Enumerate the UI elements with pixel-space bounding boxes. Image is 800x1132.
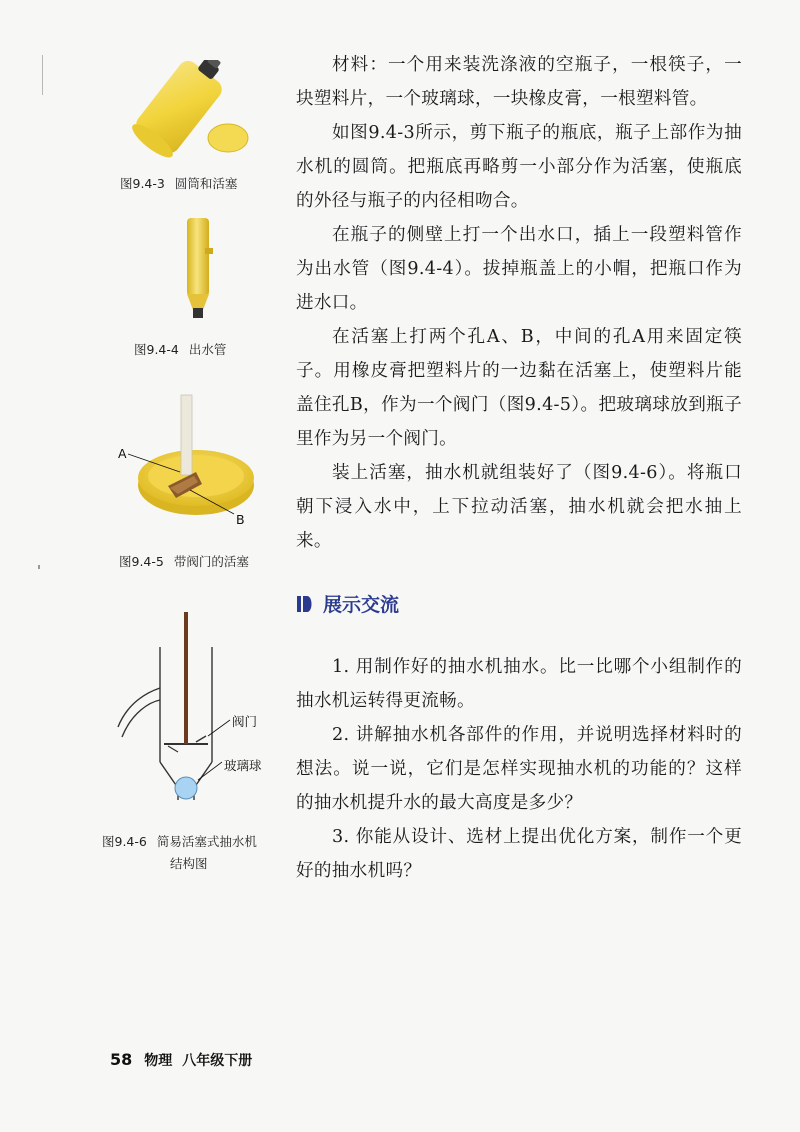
valve-piston-image xyxy=(118,390,258,530)
paragraph-cylinder: 如图9.4-3所示，剪下瓶子的瓶底，瓶子上部作为抽水机的圆筒。把瓶底再略剪一小部分作为活塞，使瓶底的外径与瓶子的内径相吻合。 xyxy=(296,123,742,211)
paragraph-valve: 在活塞上打两个孔A、B，中间的孔A用来固定筷子。用橡皮膏把塑料片的一边黏在活塞上，使塑料片能盖住孔B，作为一个阀门（图9.4-5）。把玻璃球放到瓶子里作为另一个阀门。 xyxy=(296,327,742,449)
label-glass-ball: 玻璃球 xyxy=(224,758,262,773)
figure-caption-9-4-6-line2: 结构图 xyxy=(170,856,208,871)
margin-mark xyxy=(38,565,40,569)
discussion-item-2: 2. 讲解抽水机各部件的作用，并说明选择材料时的想法。说一说，它们是怎样实现抽水机的功能的？这样的抽水机提升水的最大高度是多少？ xyxy=(296,725,742,813)
section-marker-icon xyxy=(297,594,315,614)
figure-caption-9-4-4: 图9.4-4 出水管 xyxy=(134,342,227,357)
discussion-item-3: 3. 你能从设计、选材上提出优化方案，制作一个更好的抽水机吗？ xyxy=(296,827,742,881)
figure-caption-9-4-6: 图9.4-6 简易活塞式抽水机 xyxy=(102,834,257,849)
paragraph-outlet: 在瓶子的侧壁上打一个出水口，插上一段塑料管作为出水管（图9.4-4）。拔掉瓶盖上的小帽，把瓶口作为进水口。 xyxy=(296,225,742,313)
label-a: A xyxy=(118,446,127,461)
figure-caption-9-4-3: 图9.4-3 圆筒和活塞 xyxy=(120,176,238,191)
margin-line xyxy=(42,55,43,95)
label-b: B xyxy=(236,512,245,527)
grade-volume: 八年级下册 xyxy=(182,1053,253,1069)
figure-caption-9-4-5: 图9.4-5 带阀门的活塞 xyxy=(119,554,249,569)
discussion-item-1: 1. 用制作好的抽水机抽水。比一比哪个小组制作的抽水机运转得更流畅。 xyxy=(296,657,742,711)
label-valve: 阀门 xyxy=(232,714,258,729)
section-heading xyxy=(297,590,399,617)
subject-name: 物理 xyxy=(144,1053,173,1069)
section-title: 展示交流 xyxy=(323,594,400,616)
outlet-tube-image xyxy=(175,218,220,323)
page-footer xyxy=(110,1050,252,1070)
paragraph-materials: 材料：一个用来装洗涤液的空瓶子，一根筷子，一块塑料片，一个玻璃球，一块橡皮膏，一根塑料管。 xyxy=(296,55,742,109)
page-number: 58 xyxy=(110,1050,133,1069)
paragraph-assembly: 装上活塞，抽水机就组装好了（图9.4-6）。将瓶口朝下浸入水中，上下拉动活塞，抽水机就会把水抽上来。 xyxy=(296,463,742,551)
cylinder-piston-image xyxy=(128,60,258,165)
